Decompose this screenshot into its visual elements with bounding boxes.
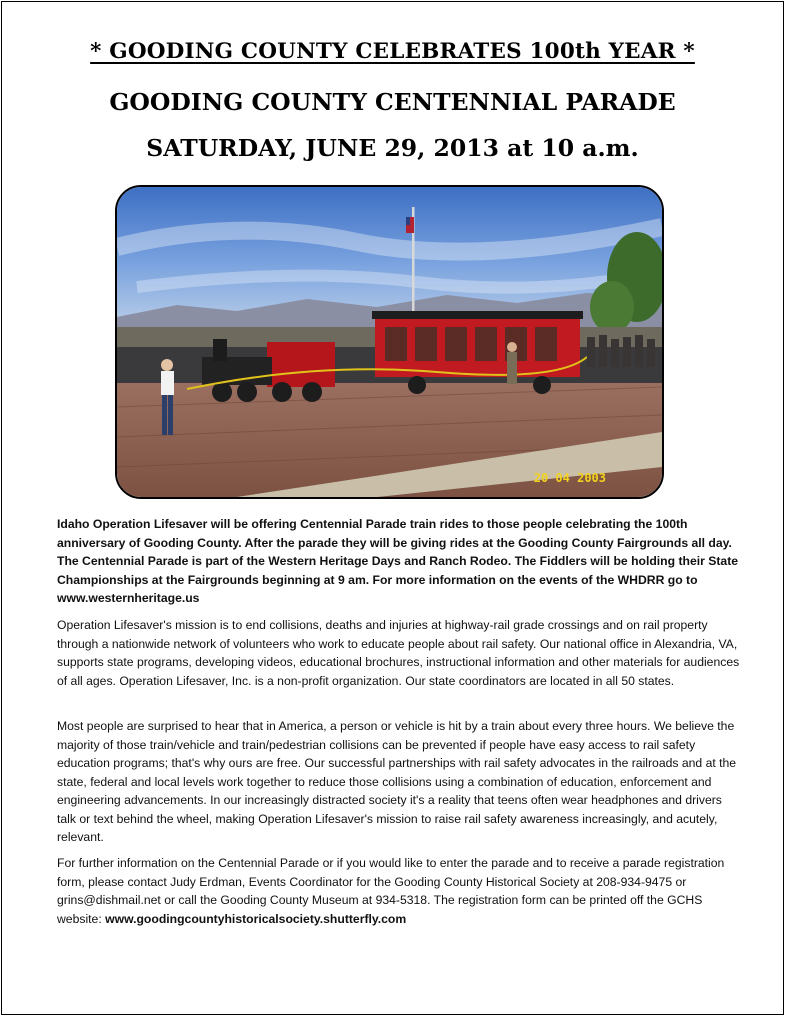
mission-paragraph: Operation Lifesaver's mission is to end collisions, deaths and injuries at highway-rail grade crossings and on rail property through a nationwide network of volunteers who work to educate people about rail safety. Our national office in Alexandria, VA, supports state programs, developing videos, educational brochures, instructional information and other materials for audiences of all ages. Operation Lifesaver, Inc. is a non-profit organization. Our state coordinators are located in all 50 states. bbox=[57, 618, 740, 688]
contact-text: For further information on the Centennial Parade or if you would like to enter the parade and to receive a parade registration form, please contact Judy Erdman, Events Coordinator for the Gooding County Historical Society at 208-934-9475 or grins@dishmail.net or call the Gooding County Museum at 934-5318. The registration form can be printed off the GCHS website: bbox=[57, 856, 725, 926]
headline-banner: * GOODING COUNTY CELEBRATES 100th YEAR * bbox=[90, 39, 695, 64]
intro-paragraph: Idaho Operation Lifesaver will be offering Centennial Parade train rides to those people celebrating the 100th anniversary of Gooding County. After the parade they will be giving rides at the Gooding County Fairgrounds all day. The Centennial Parade is part of the Western Heritage Days and Ranch Rodeo. The Fiddlers will be holding their State Championships at the Fairgrounds beginning at 9 am. For more information on the events of the WHDRR go to www.westernheritage.us bbox=[57, 517, 739, 605]
flyer-page bbox=[1, 1, 784, 1015]
photo-date-stamp: 20 04 2003 bbox=[533, 471, 606, 485]
safety-paragraph: Most people are surprised to hear that in America, a person or vehicle is hit by a train about every three hours. We believe the majority of those train/vehicle and train/pedestrian collisions can be prevented if people have easy access to rail safety education programs; that's why ours are free. Our successful partnerships with rail safety advocates in the railroads and at the state, federal and local levels work together to reduce those collisions using a combination of education, enforcement and engineering advancements. In our increasingly distracted society it's a reality that teens often wear headphones and drivers talk or text behind the wheel, making Operation Lifesaver's mission to raise rail safety awareness increasingly, and acutely, relevant. bbox=[57, 719, 737, 844]
event-date: SATURDAY, JUNE 29, 2013 at 10 a.m. bbox=[146, 134, 639, 162]
website-link[interactable]: www.goodingcountyhistoricalsociety.shutterfly.com bbox=[105, 911, 407, 926]
contact-paragraph bbox=[57, 854, 742, 928]
parade-train-photo bbox=[115, 185, 664, 499]
event-title: GOODING COUNTY CENTENNIAL PARADE bbox=[109, 88, 676, 116]
